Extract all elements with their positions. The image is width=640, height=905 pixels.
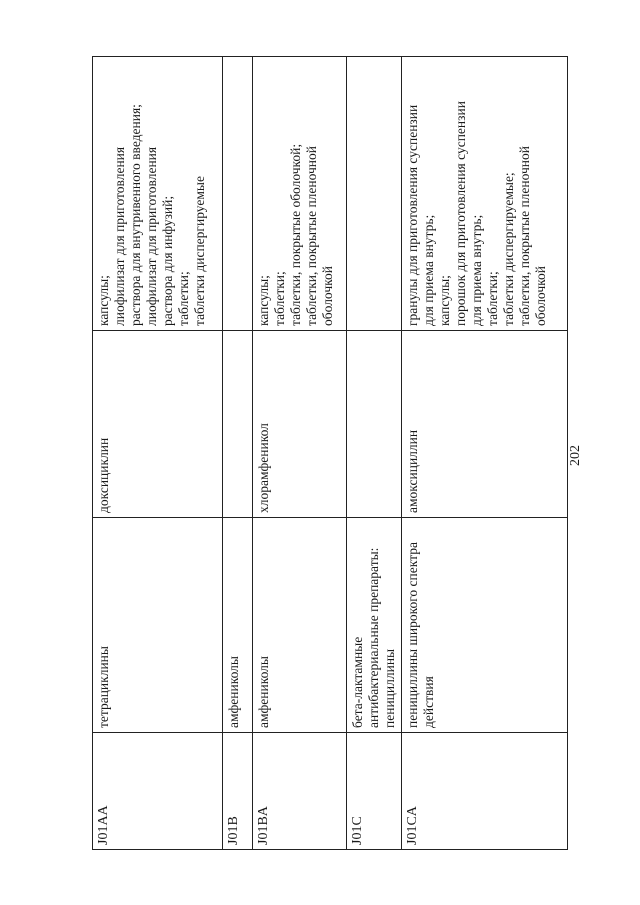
dosage-form: гранулы для приготовления суспензии xyxy=(405,104,420,326)
dosage-form: таблетки, покрытые оболочкой; xyxy=(288,143,303,326)
group-name-cell: пенициллины широкого спектра действия xyxy=(402,518,568,733)
dosage-form: лиофилизат для приготовления xyxy=(112,146,127,326)
drug-name-cell: амоксициллин xyxy=(402,331,568,518)
dosage-form: таблетки; xyxy=(485,271,500,326)
dosage-form: раствора для инфузий; xyxy=(160,195,175,326)
dosage-form: оболочкой xyxy=(533,266,548,326)
atc-code-cell: J01AA xyxy=(93,733,223,850)
table-row xyxy=(347,57,402,850)
table-row xyxy=(223,57,253,850)
atc-code-cell: J01B xyxy=(223,733,253,850)
dosage-form: для приема внутрь; xyxy=(469,214,484,326)
dosage-forms-cell xyxy=(253,57,347,331)
dosage-forms-cell xyxy=(223,57,253,331)
drug-name-cell xyxy=(347,331,402,518)
dosage-forms-cell xyxy=(93,57,223,331)
dosage-forms-cell xyxy=(402,57,568,331)
drug-table xyxy=(92,56,568,850)
dosage-form: раствора для внутривенного введения; xyxy=(128,104,143,326)
dosage-form: таблетки диспергируемые; xyxy=(501,172,516,326)
dosage-form: для приема внутрь; xyxy=(421,214,436,326)
dosage-form: таблетки диспергируемые xyxy=(192,176,207,326)
dosage-forms-cell xyxy=(347,57,402,331)
drug-name-cell xyxy=(223,331,253,518)
drug-name-cell: хлорамфеникол xyxy=(253,331,347,518)
dosage-form: капсулы; xyxy=(96,275,111,326)
page-number xyxy=(566,445,586,478)
table-row xyxy=(253,57,347,850)
table-row xyxy=(402,57,568,850)
group-name-cell: тетрациклины xyxy=(93,518,223,733)
atc-code-cell: J01CA xyxy=(402,733,568,850)
group-name-cell: бета-лактамные антибактериальные препараты: пенициллины xyxy=(347,518,402,733)
drug-name-cell: доксициклин xyxy=(93,331,223,518)
dosage-form: порошок для приготовления суспензии xyxy=(453,101,468,326)
dosage-form: таблетки, покрытые пленочной xyxy=(517,145,532,326)
dosage-form: оболочкой xyxy=(320,266,335,326)
dosage-form: таблетки, покрытые пленочной xyxy=(304,145,319,326)
atc-code-cell: J01C xyxy=(347,733,402,850)
dosage-form: таблетки; xyxy=(272,271,287,326)
atc-code-cell: J01BA xyxy=(253,733,347,850)
rotated-page-content xyxy=(92,93,562,850)
group-name-cell: амфениколы xyxy=(223,518,253,733)
dosage-form: капсулы; xyxy=(256,275,271,326)
group-name-cell: амфениколы xyxy=(253,518,347,733)
dosage-form: лиофилизат для приготовления xyxy=(144,146,159,326)
page-number-text: 202 xyxy=(568,445,583,466)
dosage-form: капсулы; xyxy=(437,275,452,326)
dosage-form: таблетки; xyxy=(176,271,191,326)
table-row xyxy=(93,57,223,850)
